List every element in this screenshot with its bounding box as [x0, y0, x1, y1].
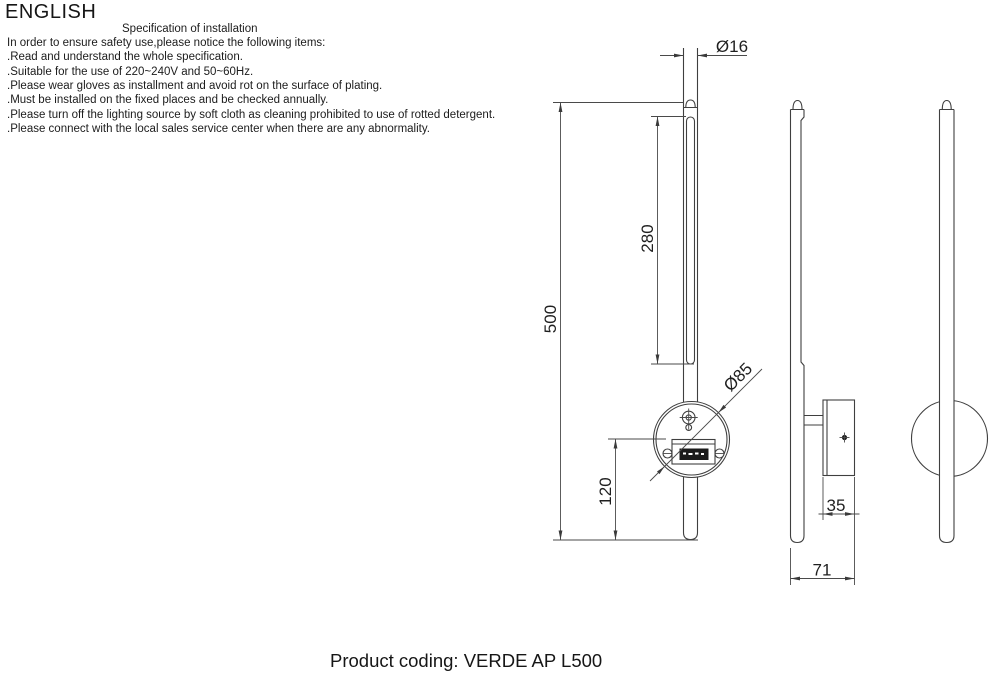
- language-heading: ENGLISH: [5, 1, 97, 23]
- instruction-item: .Read and understand the whole specification.: [7, 51, 243, 64]
- rear-rod-cap: [940, 101, 955, 110]
- instruction-item: .Please turn off the lighting source by soft cloth as cleaning prohibited to use of rotted detergent.: [7, 108, 496, 121]
- side-rod-cap: [791, 101, 805, 110]
- spec-title: Specification of installation: [122, 23, 258, 35]
- dimension-label-canopy-to-bottom: 120: [596, 477, 615, 506]
- rear-rod: [940, 110, 955, 543]
- side-view: [791, 101, 855, 543]
- terminal-block: [663, 440, 724, 465]
- front-view: [608, 48, 730, 540]
- product-coding: Product coding: VERDE AP L500: [330, 650, 603, 671]
- instruction-item: .Please wear gloves as installment and avoid rot on the surface of plating.: [7, 80, 383, 93]
- dimension-label-rod-diameter: Ø16: [715, 37, 749, 56]
- dimension-label-diffuser-length: 280: [638, 224, 657, 253]
- instructions-intro: In order to ensure safety use,please notice the following items:: [7, 37, 326, 49]
- dimension-label-total-depth: 71: [812, 560, 832, 580]
- dimension-rod-diameter: [660, 37, 748, 57]
- rear-view: [912, 101, 988, 543]
- front-led-strip: [687, 117, 695, 364]
- wall-plate: [823, 400, 855, 476]
- dimension-total-depth: [791, 548, 855, 585]
- instruction-item: .Must be installed on the fixed places and be checked annually.: [7, 94, 329, 107]
- dimension-canopy-to-bottom: [596, 439, 617, 540]
- instruction-item: .Please connect with the local sales service center when there are any abnormality.: [7, 123, 430, 136]
- dimension-label-canopy-diameter: Ø85: [720, 359, 757, 396]
- dimension-overall-length: [541, 103, 698, 541]
- dimension-label-overall-length: 500: [541, 304, 560, 334]
- side-rod: [791, 110, 805, 543]
- dimension-label-bracket-depth: 35: [826, 496, 846, 515]
- instruction-item: .Suitable for the use of 220~240V and 50~60Hz.: [7, 65, 254, 78]
